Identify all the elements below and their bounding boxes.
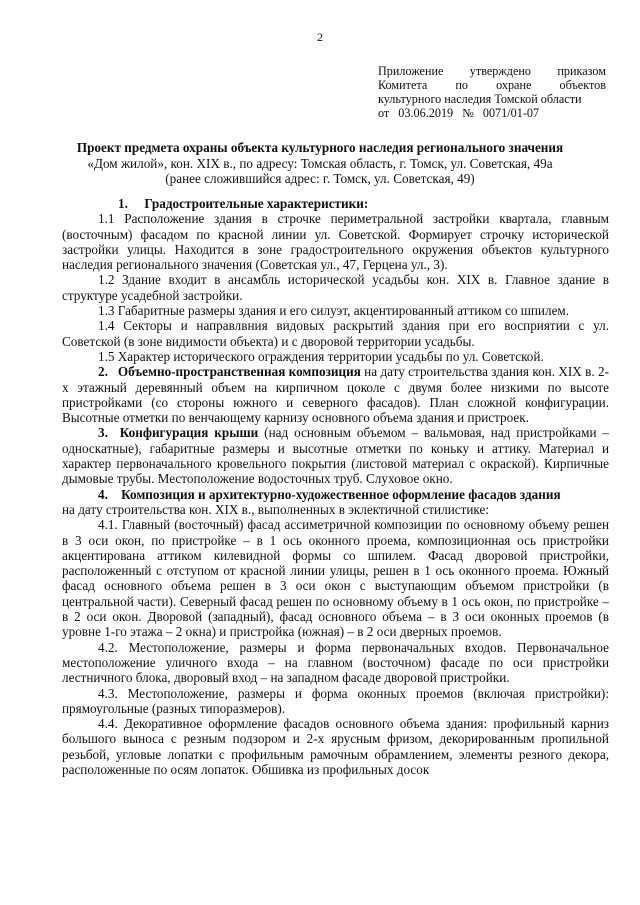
appendix-date-line: от 03.06.2019 № 0071/01-07 [378, 106, 540, 120]
paragraph-2 [62, 364, 609, 425]
paragraph-4-4: 4.4. Декоративное оформление фасадов основного объема здания: профильный карниз большого выноса с резным подзором и 2-х ярусным фризом, декорированным пропильной резьбой, угловые лопатки с профильным рамочным обрамлением, элементы резного декора, расположенные по осям лопаток. Обшивка из профильных досок [62, 716, 609, 777]
section-text: (над основным объемом – вальмовая, над пристройками – односкатные), габаритные размеры и высотные отметки по коньку и аттику. Материал и характер первоначального кровельного покрытия (листовой материал с окраской). Кирпичные дымовые трубы. Местоположение водосточных труб. Слуховое окно. [62, 425, 610, 487]
paragraph-4 [62, 487, 609, 502]
appendix-line: культурного наследия Томской области [378, 92, 582, 106]
page-number: 2 [317, 30, 323, 44]
paragraph-4-1: 4.1. Главный (восточный) фасад ассиметричной композиции по основному объему решен в 3 оси окон, по пристройке – в 1 ось оконного проема, композиционная ось пристройки акцентирована аттиком килевидной формы со шпилем. Фасад дворовой пристройки, расположенный с отступом от красной линии улицы, решен в 1 ось оконного проема. Южный фасад основного объема решен в 3 оси окон с выступающим объемом пристройки (в центральной части). Северный фасад решен по основному объему в 1 ось окон, по пристройке – в 2 оси окон. Дворовой (западный), фасад основного объема – в 3 оси оконных проемов (в уровне 1-го этажа – 2 окна) и пристройка (южная) – в 2 оси дверных проемов. [62, 517, 609, 640]
paragraph-1-1: 1.1 Расположение здания в строчке периметральной застройки квартала, главным (восточным) фасадом по красной линии ул. Советской. Формирует строчку исторической застройки улицы. Находится в зоне градостроительного окружения объектов культурного наследия регионального значения (Советская ул., 47, Герцена ул., 3). [62, 211, 609, 273]
section-number: 1. [118, 196, 128, 211]
paragraph-3 [62, 425, 609, 486]
paragraph-1-4: 1.4 Секторы и направлвния видовых раскрытий здания при его восприятии с ул. Советской (в зоне видимости объекта) и с дворовой территории усадьбы. [62, 318, 609, 349]
section-title: Конфигурация крыши [119, 425, 259, 441]
paragraph-1-5: 1.5 Характер исторического ограждения территории усадьбы по ул. Советской. [98, 348, 544, 364]
section-title: Объемно-пространственная композиция [117, 364, 361, 380]
section-1-heading [62, 196, 609, 211]
title-line: (ранее сложившийся адрес: г. Томск, ул. Советская, 49) [165, 171, 475, 186]
section-4-intro: на дату строительства кон. XIX в., выполненных в эклектичной стилистике: [62, 501, 490, 517]
document-body [62, 196, 609, 777]
section-number: 4. [98, 486, 108, 502]
appendix-line: Приложение утверждено приказом [378, 64, 606, 78]
paragraph-1-3: 1.3 Габаритные размеры здания и его силуэт, акцентированный аттиком со шпилем. [98, 303, 570, 319]
title-line: «Дом жилой», кон. XIX в., по адресу: Томская область, г. Томск, ул. Советская, 49а [87, 155, 553, 171]
section-number: 3. [98, 425, 108, 441]
title-line: Проект предмета охраны объекта культурного наследия регионального значения [76, 140, 564, 155]
section-title: Градостроительные характеристики: [144, 196, 369, 211]
paragraph-4-3: 4.3. Местоположение, размеры и форма оконных проемов (включая пристройки): прямоугольные (разных типоразмеров). [62, 685, 609, 716]
section-text: на дату строительства здания кон. XIX в. 2-х этажный деревянный объем на кирпичном цоколе с двумя более низкими по высоте пристройками (со стороны южного и северного фасадов). План сложной конфигурации. Высотные отметки по венчающему карнизу основного объема здания и пристроек. [62, 364, 610, 426]
appendix-block [378, 64, 606, 120]
section-number: 2. [98, 364, 108, 380]
appendix-line: Комитета по охране объектов [378, 78, 606, 92]
document-title [60, 140, 580, 187]
paragraph-1-2: 1.2 Здание входит в ансамбль исторической усадьбы кон. XIX в. Главное здание в структуре усадебной застройки. [62, 272, 609, 303]
paragraph-4-2: 4.2. Местоположение, размеры и форма первоначальных входов. Первоначальное местоположение уличного входа – на главном (восточном) фасаде по оси пристройки лестничного блока, дворовый вход – на западном фасаде дворовой пристройки. [62, 639, 609, 686]
section-title: Композиция и архитектурно-художественное оформление фасадов здания [121, 486, 561, 502]
